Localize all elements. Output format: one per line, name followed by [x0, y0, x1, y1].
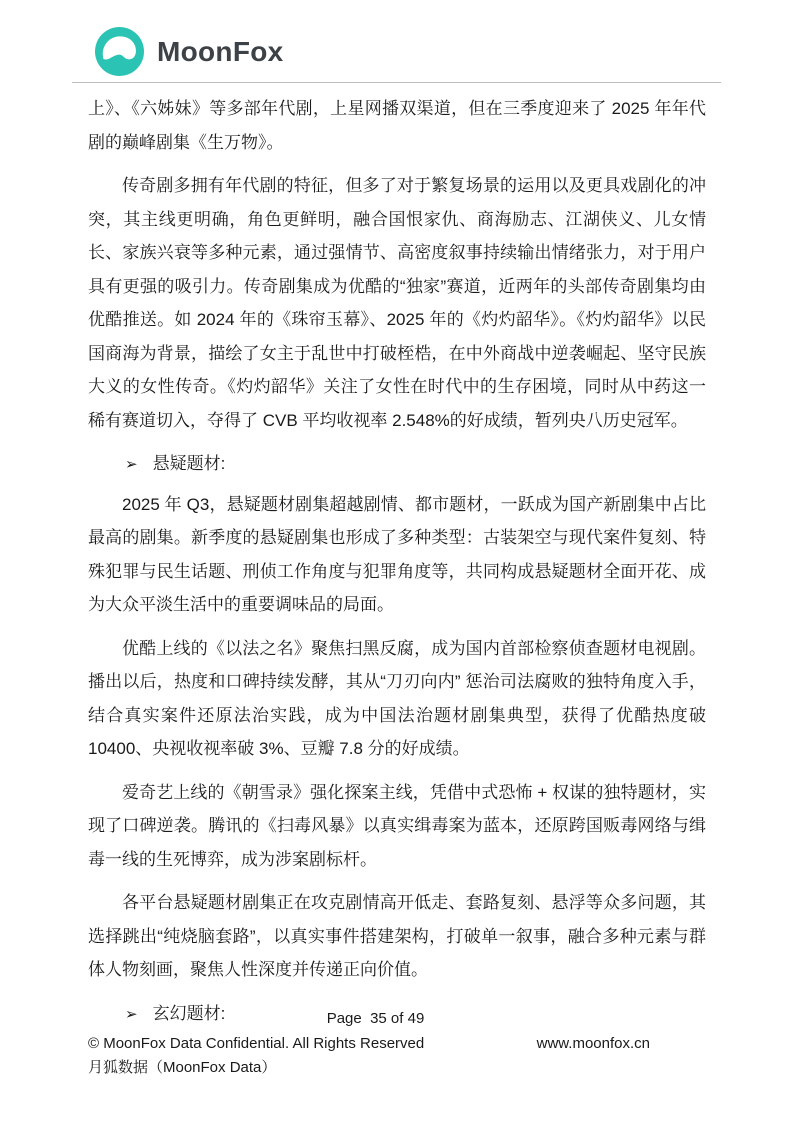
arrow-bullet-icon: ➢	[125, 1005, 138, 1023]
arrow-bullet-icon: ➢	[125, 456, 138, 473]
page-number: Page 35 of 49	[326, 1010, 425, 1027]
document-body	[88, 92, 706, 1037]
body-paragraph: 各平台悬疑题材剧集正在攻克剧情高开低走、套路复刻、悬浮等众多问题，其选择跳出“纯烧脑套路”，以真实事件搭建架构，打破单一叙事，融合多种元素与群体人物刻画，聚焦人性深度并传递正向价值。	[88, 893, 706, 979]
website-url: www.moonfox.cn	[536, 1035, 650, 1052]
body-paragraph: 传奇剧多拥有年代剧的特征，但多了对于繁复场景的运用以及更具戏剧化的冲突，其主线更明确，角色更鲜明，融合国恨家仇、商海励志、江湖侠义、儿女情长、家族兴衰等多种元素，通过强情节、高密度叙事持续输出情绪张力，对于用户具有更强的吸引力。传奇剧集成为优酷的“独家”赛道，近两年的头部传奇剧集均由优酷推送。如 2024 年的《珠帘玉幕》、2025 年的《灼灼韶华》。《灼灼韶华》以民国商海为背景，描绘了女主于乱世中打破桎梏，在中外商战中逆袭崛起、坚守民族大义的女性传奇。《灼灼韶华》关注了女性在时代中的生存困境，同时从中药这一稀有赛道切入，夺得了 CVB 平均收视率 2.548%的好成绩，暂列央八历史冠军。	[88, 176, 706, 430]
copyright-text: © MoonFox Data Confidential. All Rights Reserved	[88, 1035, 425, 1052]
bullet-item-suspense	[88, 447, 706, 482]
bullet-label: 玄幻题材:	[152, 1003, 226, 1023]
moonfox-logo-icon	[95, 27, 144, 76]
bullet-label: 悬疑题材:	[152, 454, 226, 473]
logo-wordmark: MoonFox	[157, 36, 284, 67]
body-paragraph: 上》、《六姊妹》等多部年代剧，上星网播双渠道，但在三季度迎来了 2025 年年代剧的巅峰剧集《生万物》。	[88, 99, 706, 152]
moonfox-logo	[95, 27, 284, 76]
body-paragraph: 爱奇艺上线的《朝雪录》强化探案主线，凭借中式恐怖 + 权谋的独特题材，实现了口碑逆袭。腾讯的《扫毒风暴》以真实缉毒案为蓝本，还原跨国贩毒网络与缉毒一线的生死博弈，成为涉案剧标杆。	[88, 782, 706, 869]
header-divider	[72, 82, 721, 83]
company-name: 月狐数据（MoonFox Data）	[88, 1059, 277, 1076]
body-paragraph: 2025 年 Q3，悬疑题材剧集超越剧情、都市题材，一跃成为国产新剧集中占比最高的剧集。新季度的悬疑剧集也形成了多种类型：古装架空与现代案件复刻、特殊犯罪与民生话题、刑侦工作角度与犯罪角度等，共同构成悬疑题材全面开花、成为大众平淡生活中的重要调味品的局面。	[88, 494, 706, 614]
body-paragraph: 优酷上线的《以法之名》聚焦扫黑反腐，成为国内首部检察侦查题材电视剧。播出以后，热度和口碑持续发酵，其从“刀刃向内” 惩治司法腐败的独特角度入手，结合真实案件还原法治实践，成为中国法治题材剧集典型，获得了优酷热度破 10400、央视收视率破 3%、豆瓣 7.8 分的好成绩。	[88, 638, 706, 758]
